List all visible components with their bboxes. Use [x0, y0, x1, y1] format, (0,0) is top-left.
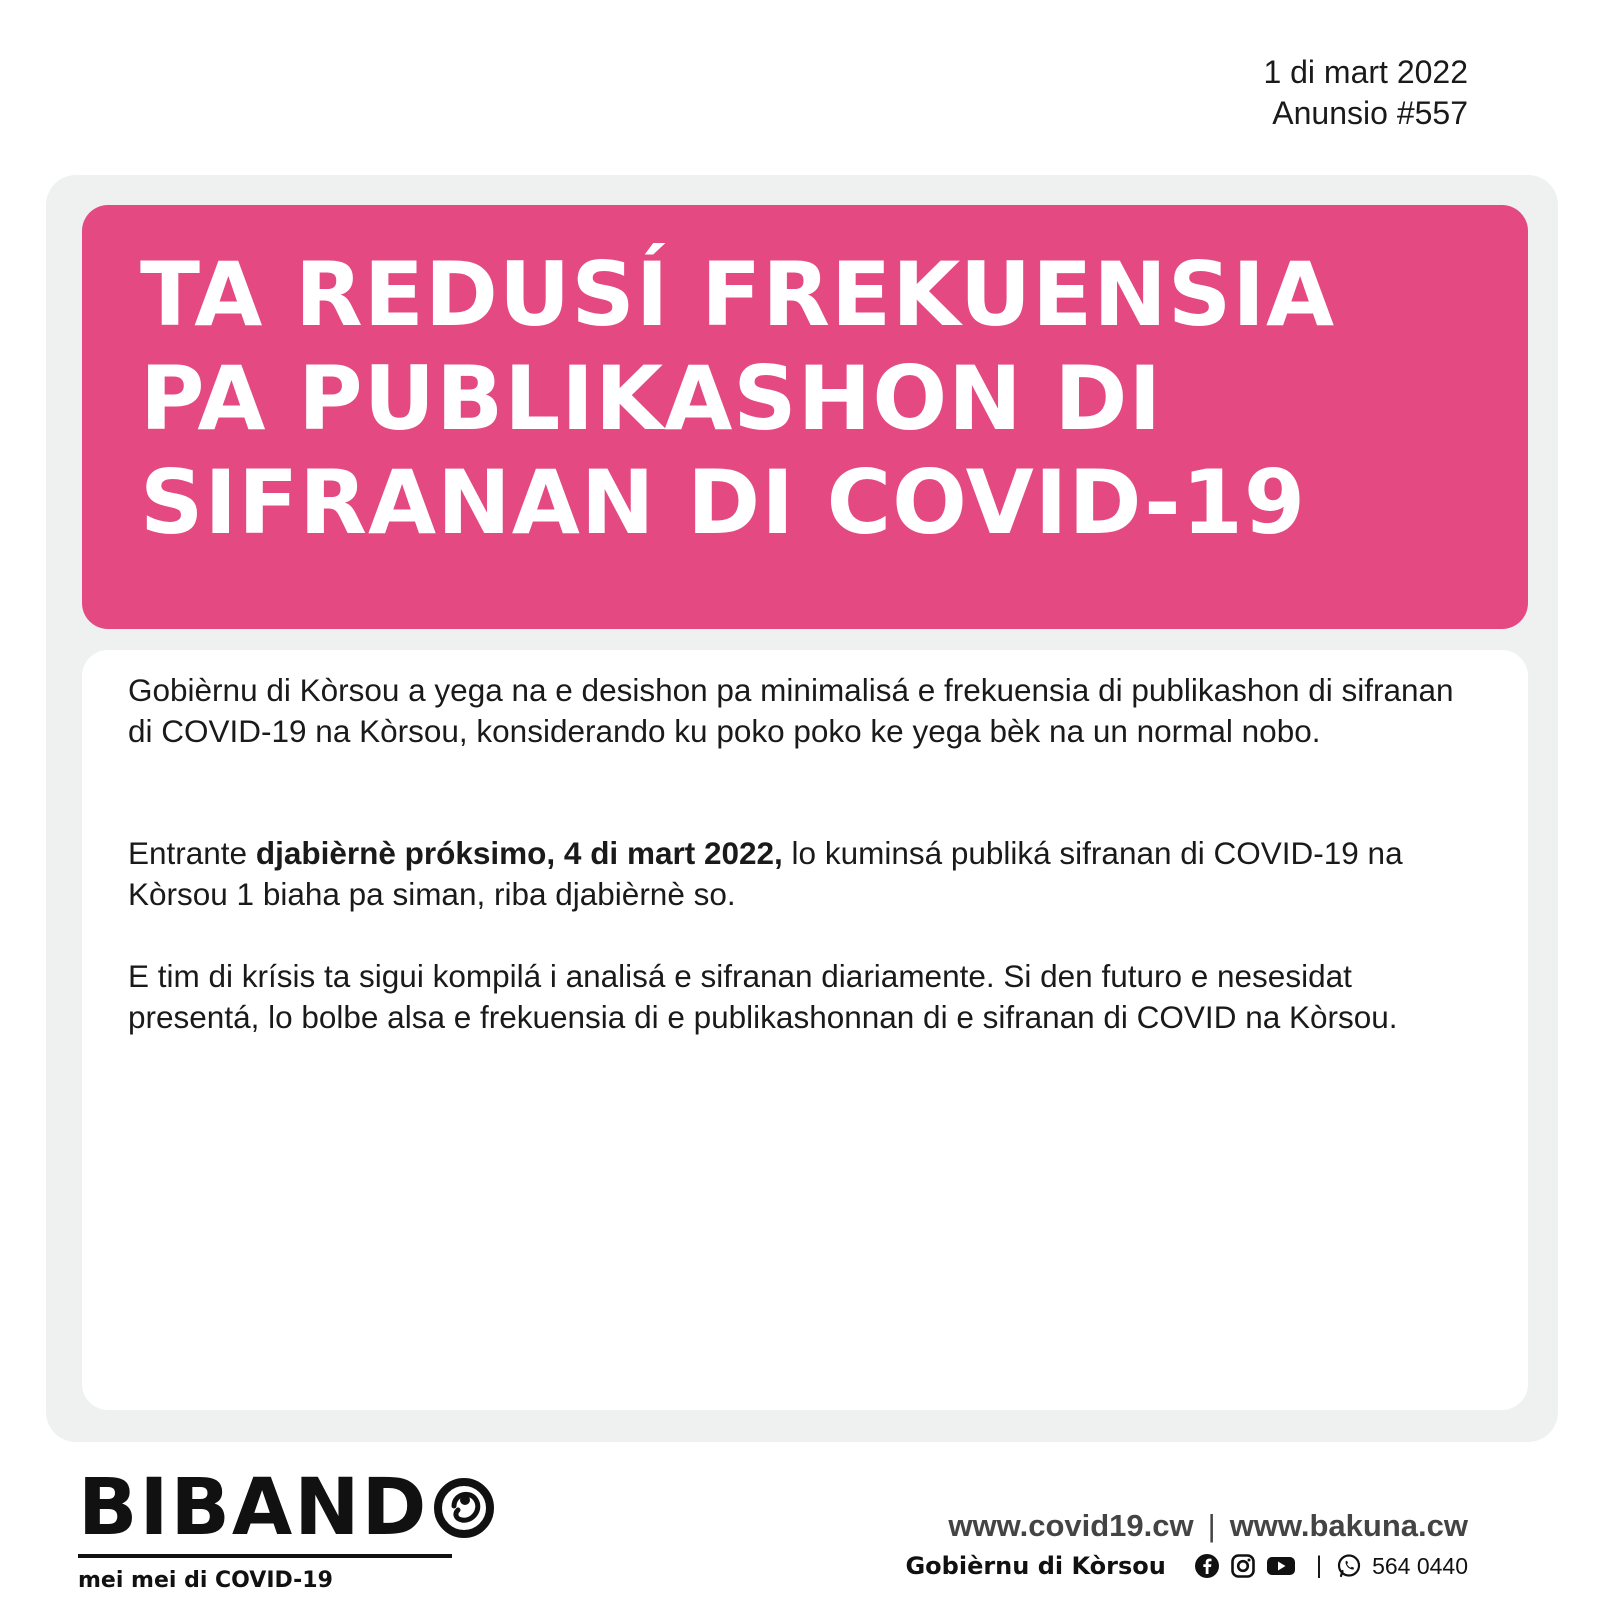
link-covid19[interactable]: www.covid19.cw [948, 1508, 1194, 1543]
whatsapp-icon [1336, 1553, 1362, 1579]
link-bakuna[interactable]: www.bakuna.cw [1229, 1508, 1468, 1543]
body-paragraph-2 [128, 833, 1468, 915]
logo-o-icon [432, 1476, 496, 1540]
headline-banner [82, 205, 1528, 629]
facebook-icon[interactable] [1194, 1553, 1220, 1579]
body-paragraph-1: Gobièrnu di Kòrsou a yega na e desishon pa minimalisá e frekuensia di publikashon di sifranan di COVID-19 na Kòrsou, konsiderando ku poko poko ke yega bèk na un normal nobo. [128, 672, 1454, 749]
headline-line-2: PA PUBLIKASHON DI [140, 347, 1163, 450]
body-paragraph-3: E tim di krísis ta sigui kompilá i analisá e sifranan diariamente. Si den futuro e nesesidat presentá, lo bolbe alsa e frekuensia di e publikashonnan di e sifranan di COVID na Kòrsou. [128, 958, 1398, 1035]
logo-underline [78, 1554, 452, 1558]
contact-separator: | [1315, 1552, 1323, 1579]
instagram-icon[interactable] [1230, 1553, 1256, 1579]
bibando-logo [78, 1463, 496, 1593]
body-paragraph-2-rest: lo kuminsá publiká sifranan di COVID-19 na Kòrsou 1 biaha pa siman, riba djabièrnè so. [128, 835, 1403, 912]
headline [140, 243, 1335, 555]
logo-tagline: mei mei di COVID-19 [78, 1568, 333, 1593]
headline-line-3: SIFRANAN DI COVID-19 [140, 451, 1307, 554]
link-separator: | [1207, 1508, 1216, 1543]
youtube-icon[interactable] [1266, 1553, 1296, 1579]
headline-line-1: TA REDUSÍ FREKUENSIA [140, 243, 1336, 346]
body-paragraph-2-intro: Entrante [128, 835, 256, 871]
body-paragraph-2-date: djabièrnè próksimo, 4 di mart 2022, [255, 835, 783, 871]
logo-wordmark [78, 1463, 496, 1553]
logo-word: BIBAND [78, 1463, 429, 1553]
body-panel [82, 650, 1528, 1410]
website-links [948, 1508, 1468, 1544]
announcement-date: 1 di mart 2022 [1263, 54, 1468, 90]
footer-contact-row [905, 1552, 1468, 1580]
announcement-number: Anunsio #557 [1272, 95, 1468, 131]
announcement-meta [1263, 52, 1468, 134]
government-name: Gobièrnu di Kòrsou [905, 1552, 1166, 1580]
phone-number[interactable]: 564 0440 [1372, 1552, 1468, 1579]
